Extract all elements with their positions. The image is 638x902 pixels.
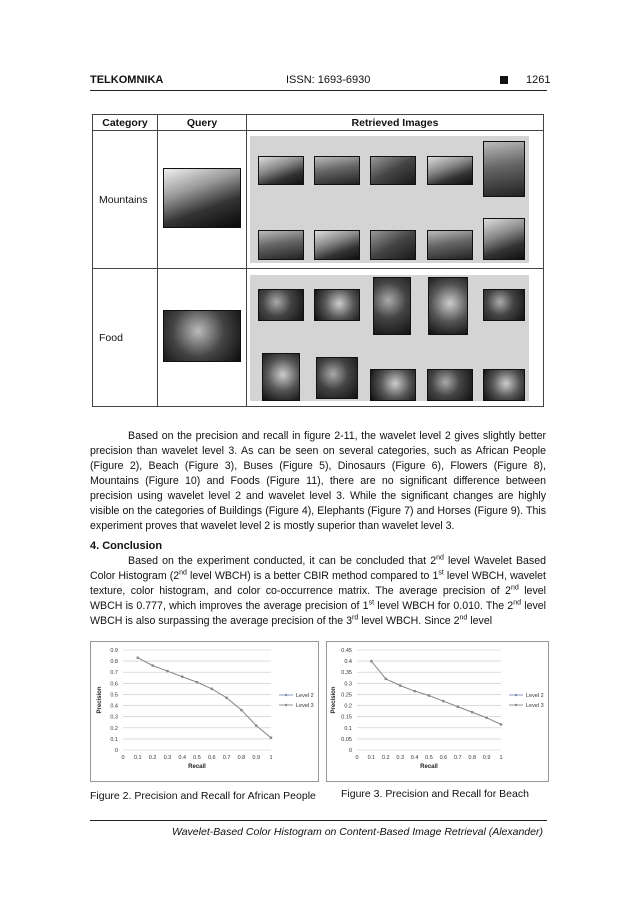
square-bullet-icon — [500, 76, 508, 84]
x-tick-label: 0.2 — [148, 755, 157, 761]
retrieved-images-food — [247, 269, 544, 407]
x-tick-label: 0.9 — [252, 755, 261, 761]
retrieved-image — [258, 289, 304, 321]
y-tick-label: 0.3 — [110, 714, 118, 721]
data-point — [152, 664, 154, 666]
y-tick-label: 0.1 — [110, 736, 118, 743]
x-tick-label: 0.2 — [381, 755, 390, 761]
retrieved-image — [370, 369, 416, 401]
table-header-query: Query — [158, 115, 247, 131]
legend-label: Level 3 — [296, 703, 314, 709]
series-line — [371, 661, 501, 724]
series-line — [371, 661, 501, 724]
y-tick-label: 0.35 — [341, 670, 352, 677]
x-tick-label: 0.3 — [163, 755, 172, 761]
y-tick-label: 0.45 — [341, 648, 352, 654]
y-tick-label: 0 — [348, 748, 352, 754]
retrieved-image — [483, 218, 525, 260]
retrieved-image — [370, 156, 416, 185]
y-tick-label: 0.2 — [344, 703, 352, 710]
x-tick-label: 0.7 — [222, 755, 231, 761]
retrieved-image — [373, 277, 411, 335]
x-axis-label: Recall — [420, 764, 438, 770]
retrieved-images-mountains — [247, 131, 544, 269]
retrieved-image — [483, 369, 525, 401]
legend-marker — [515, 704, 517, 706]
data-point — [181, 676, 183, 678]
legend-marker — [285, 704, 287, 706]
series-line — [138, 658, 271, 738]
data-point — [457, 706, 459, 708]
query-image-food — [158, 269, 247, 407]
figure-2-caption: Figure 2. Precision and Recall for African People — [90, 790, 316, 802]
y-tick-label: 0.3 — [344, 681, 352, 688]
x-axis-label: Recall — [188, 764, 206, 770]
retrieved-image — [427, 230, 473, 260]
retrieved-image — [314, 289, 360, 321]
x-tick-label: 0.1 — [367, 755, 376, 761]
x-tick-label: 0.7 — [453, 755, 462, 761]
data-point — [211, 688, 213, 690]
y-tick-label: 0.9 — [110, 648, 118, 654]
conclusion-paragraph: Based on the experiment conducted, it can be concluded that 2nd level Wavelet Based Color Histogram (2nd level WBCH) is a better CBIR method compared to 1st level WBCH, wavelet texture, color histogram, and color co-occurrence matrix. The average precision of 2nd level WBCH is 0.777, which improves the average precision of 1st level WBCH for 0.010. The 2nd level WBCH is also surpassing the average precision of the 3rd level WBCH. Since 2nd level — [90, 554, 546, 627]
retrieved-image — [316, 357, 358, 399]
retrieved-image — [427, 156, 473, 185]
y-tick-label: 0.05 — [341, 736, 352, 743]
legend-label: Level 2 — [296, 693, 314, 699]
x-tick-label: 0.1 — [133, 755, 142, 761]
x-tick-label: 0.5 — [193, 755, 201, 761]
data-point — [240, 709, 242, 711]
x-tick-label: 0.8 — [237, 755, 246, 761]
y-axis-label: Precision — [331, 686, 337, 714]
data-point — [500, 723, 502, 725]
x-tick-label: 0.3 — [396, 755, 405, 761]
section-title: 4. Conclusion — [90, 540, 163, 552]
x-tick-label: 0.6 — [439, 755, 448, 761]
series-line — [138, 658, 271, 738]
footer-rule — [90, 820, 547, 821]
x-tick-label: 1 — [269, 755, 273, 761]
category-mountains: Mountains — [93, 131, 158, 269]
retrieved-image — [258, 230, 304, 260]
data-point — [399, 684, 401, 686]
y-tick-label: 0.8 — [110, 659, 118, 666]
retrieval-table — [92, 114, 544, 407]
legend-label: Level 2 — [526, 693, 544, 699]
retrieved-grid-mountains — [250, 136, 529, 263]
legend-marker — [285, 694, 287, 696]
y-tick-label: 0.7 — [110, 670, 118, 677]
retrieved-grid-food — [250, 275, 529, 401]
retrieved-image — [427, 369, 473, 401]
journal-name: TELKOMNIKA — [90, 74, 164, 86]
y-tick-label: 0.4 — [110, 703, 118, 710]
x-tick-label: 0.4 — [410, 755, 419, 761]
data-point — [471, 711, 473, 713]
y-tick-label: 0.25 — [341, 692, 352, 699]
x-tick-label: 0.8 — [468, 755, 477, 761]
retrieved-image — [262, 353, 300, 401]
query-image-mountains — [158, 131, 247, 269]
category-food: Food — [93, 269, 158, 407]
data-point — [137, 657, 139, 659]
retrieved-image — [483, 289, 525, 321]
data-point — [442, 700, 444, 702]
x-tick-label: 0 — [355, 755, 359, 761]
data-point — [486, 717, 488, 719]
table-header-retrieved: Retrieved Images — [247, 115, 544, 131]
issn: ISSN: 1693-6930 — [286, 74, 371, 86]
y-tick-label: 0.1 — [344, 725, 352, 732]
y-axis-label: Precision — [97, 686, 103, 714]
data-point — [255, 724, 257, 726]
data-point — [370, 660, 372, 662]
x-tick-label: 0.6 — [207, 755, 216, 761]
y-tick-label: 0.15 — [341, 714, 352, 721]
legend-label: Level 3 — [526, 703, 544, 709]
page-number: 1261 — [526, 74, 551, 86]
footer-text: Wavelet-Based Color Histogram on Content-Based Image Retrieval (Alexander) — [172, 826, 543, 838]
chart-beach — [326, 641, 549, 782]
y-tick-label: 0.5 — [110, 692, 118, 699]
retrieved-image — [428, 277, 468, 335]
data-point — [385, 678, 387, 680]
y-tick-label: 0 — [114, 748, 118, 754]
figure-3-caption: Figure 3. Precision and Recall for Beach — [341, 788, 529, 800]
data-point — [166, 670, 168, 672]
y-tick-label: 0.2 — [110, 725, 118, 732]
retrieved-image — [483, 141, 525, 197]
precision-recall-chart — [327, 642, 548, 781]
x-tick-label: 1 — [499, 755, 503, 761]
x-tick-label: 0 — [121, 755, 125, 761]
data-point — [270, 737, 272, 739]
legend-marker — [515, 694, 517, 696]
chart-african-people — [90, 641, 319, 782]
table-header-category: Category — [93, 115, 158, 131]
retrieved-image — [314, 156, 360, 185]
results-paragraph: Based on the precision and recall in figure 2-11, the wavelet level 2 gives slightly better precision than wavelet level 3. As can be seen on several categories, such as African People (Figure 2), Beach (Figure 3), Buses (Figure 5), Dinosaurs (Figure 6), Flowers (Figure 8), Mountains (Figure 10) and Foods (Figure 11), there are no significant difference between precision using wavelet level 2 and wavelet level 3. While the significant changes are highly visible on the categories of Buildings (Figure 4), Elephants (Figure 7) and Horses (Figure 9). This experiment proves that wavelet level 2 is mostly superior than wavelet level 3. — [90, 430, 546, 532]
header-rule — [90, 90, 547, 91]
x-tick-label: 0.9 — [482, 755, 491, 761]
x-tick-label: 0.4 — [178, 755, 187, 761]
retrieved-image — [314, 230, 360, 260]
x-tick-label: 0.5 — [425, 755, 433, 761]
data-point — [428, 694, 430, 696]
y-tick-label: 0.6 — [110, 681, 118, 688]
y-tick-label: 0.4 — [344, 659, 352, 666]
data-point — [226, 697, 228, 699]
data-point — [196, 681, 198, 683]
precision-recall-chart — [91, 642, 318, 781]
retrieved-image — [258, 156, 304, 185]
data-point — [414, 690, 416, 692]
retrieved-image — [370, 230, 416, 260]
